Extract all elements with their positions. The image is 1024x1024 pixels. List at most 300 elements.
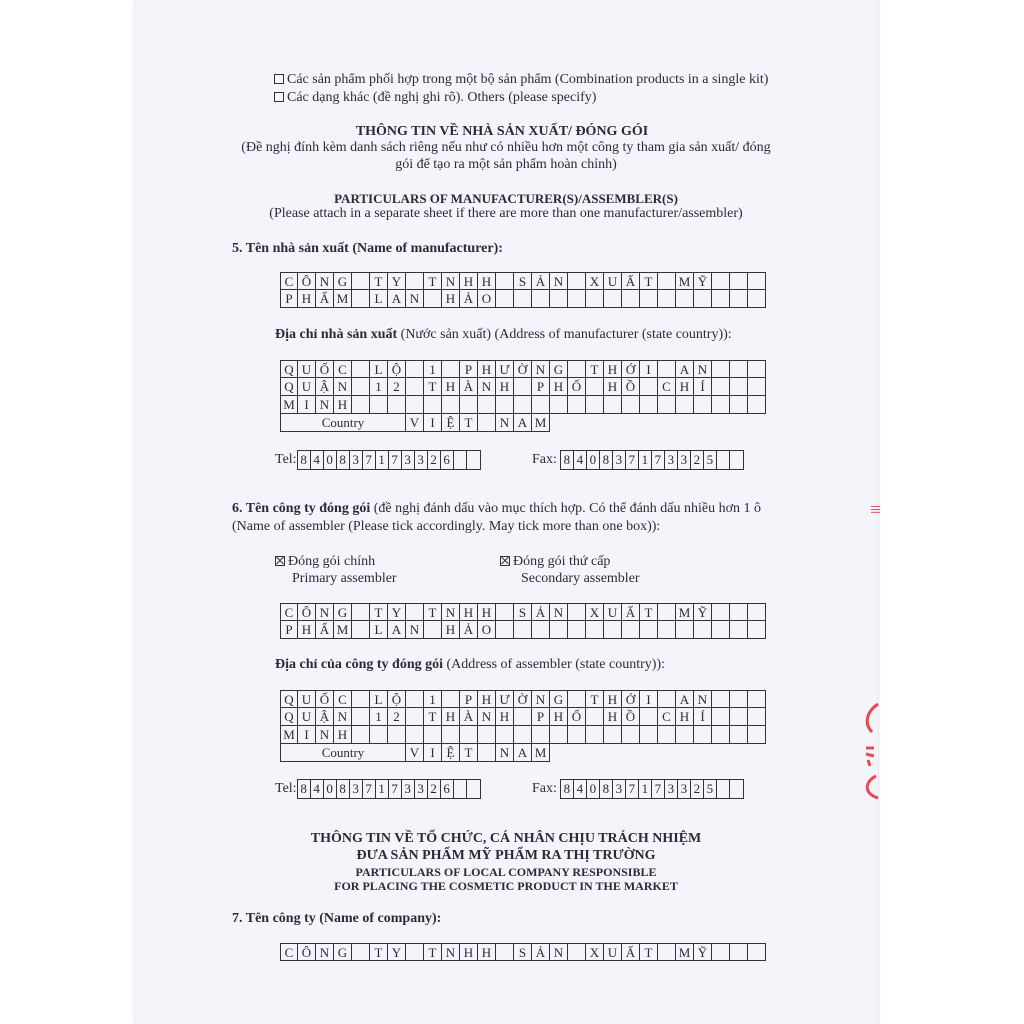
digit-cell[interactable]: 1 [639,451,652,469]
letter-cell[interactable]: À [460,708,478,726]
letter-cell[interactable] [730,272,748,290]
letter-cell[interactable]: N [316,603,334,621]
letter-cell[interactable] [730,943,748,961]
country-letter-cell[interactable]: I [424,744,442,762]
letter-cell[interactable]: Ẩ [316,290,334,308]
letter-cell[interactable]: H [550,708,568,726]
letter-cell[interactable]: U [298,360,316,378]
letter-cell[interactable]: Ả [532,943,550,961]
letter-cell[interactable]: T [370,272,388,290]
letter-cell[interactable] [568,603,586,621]
letter-cell[interactable]: T [424,708,442,726]
letter-cell[interactable]: Ậ [316,378,334,396]
letter-cell[interactable]: C [280,603,298,621]
letter-cell[interactable] [748,690,766,708]
digit-cell[interactable]: 4 [311,451,324,469]
letter-cell[interactable] [352,360,370,378]
letter-cell[interactable]: Ấ [622,272,640,290]
letter-cell[interactable]: G [334,943,352,961]
letter-cell[interactable] [658,603,676,621]
option-others[interactable]: Các dạng khác (đề nghị ghi rõ). Others (please specify) [274,90,596,106]
letter-cell[interactable] [514,708,532,726]
letter-cell[interactable] [388,396,406,414]
checked-box-icon[interactable] [500,556,510,566]
letter-cell[interactable]: T [370,943,388,961]
fax-digits[interactable] [560,779,744,799]
digit-cell[interactable]: 7 [389,451,402,469]
letter-cell[interactable] [424,396,442,414]
letter-cell[interactable]: Ồ [622,708,640,726]
country-letter-cell[interactable]: Ệ [442,414,460,432]
digit-cell[interactable] [730,780,743,798]
letter-cell[interactable] [478,726,496,744]
letter-cell[interactable] [748,708,766,726]
letter-cell[interactable] [352,621,370,639]
letter-cell[interactable]: S [514,603,532,621]
digit-cell[interactable] [454,451,467,469]
letter-cell[interactable]: N [694,690,712,708]
letter-cell[interactable]: Ộ [388,690,406,708]
letter-cell[interactable]: Í [694,378,712,396]
letter-cell[interactable]: G [334,272,352,290]
letter-cell[interactable]: N [406,621,424,639]
country-letter-cell[interactable]: N [496,414,514,432]
letter-cell[interactable]: Ả [460,621,478,639]
letter-cell[interactable]: C [658,708,676,726]
letter-cell[interactable]: N [334,378,352,396]
checked-box-icon[interactable] [275,556,285,566]
letter-cell[interactable]: N [550,943,568,961]
letter-cell[interactable]: Y [388,943,406,961]
letter-cell[interactable]: Q [280,690,298,708]
letter-cell[interactable]: N [694,360,712,378]
letter-cell[interactable]: Ỹ [694,603,712,621]
letter-cell[interactable]: P [280,290,298,308]
letter-cell[interactable] [622,290,640,308]
digit-cell[interactable]: 4 [574,780,587,798]
letter-cell[interactable]: Ư [496,360,514,378]
letter-cell[interactable]: Ố [568,708,586,726]
letter-cell[interactable] [568,272,586,290]
digit-cell[interactable]: 7 [626,780,639,798]
digit-cell[interactable]: 8 [337,451,350,469]
letter-cell[interactable]: U [604,943,622,961]
manufacturer-address-grid[interactable] [280,360,766,432]
letter-cell[interactable] [586,378,604,396]
letter-cell[interactable]: Ồ [622,378,640,396]
letter-cell[interactable]: N [316,726,334,744]
letter-cell[interactable] [712,603,730,621]
letter-cell[interactable]: 2 [388,708,406,726]
letter-cell[interactable] [622,396,640,414]
checkbox-icon[interactable] [274,92,284,102]
letter-cell[interactable] [748,621,766,639]
letter-cell[interactable]: H [478,603,496,621]
letter-cell[interactable] [586,396,604,414]
letter-cell[interactable] [712,621,730,639]
option-combination-kit[interactable]: Các sản phẩm phối hợp trong một bộ sản phẩm (Combination products in a single kit) [274,72,768,88]
letter-cell[interactable]: N [442,272,460,290]
letter-cell[interactable] [748,603,766,621]
letter-cell[interactable] [550,726,568,744]
letter-cell[interactable] [712,690,730,708]
letter-cell[interactable] [496,272,514,290]
digit-cell[interactable] [717,780,730,798]
letter-cell[interactable]: C [658,378,676,396]
letter-cell[interactable] [640,726,658,744]
digit-cell[interactable] [467,780,480,798]
letter-cell[interactable]: Ả [460,290,478,308]
letter-cell[interactable]: H [550,378,568,396]
manufacturer-fax[interactable]: Fax: 8 4 0 8 3 7 1 7 3 3 2 5 [532,450,744,470]
letter-cell[interactable] [568,726,586,744]
letter-cell[interactable] [406,272,424,290]
digit-cell[interactable] [467,451,480,469]
letter-cell[interactable] [442,690,460,708]
digit-cell[interactable]: 3 [402,451,415,469]
letter-cell[interactable] [748,396,766,414]
letter-cell[interactable]: Ỹ [694,272,712,290]
company-name-grid[interactable] [280,943,766,961]
country-letter-cell[interactable]: T [460,744,478,762]
letter-cell[interactable]: H [604,690,622,708]
letter-cell[interactable]: T [640,272,658,290]
country-letter-cell[interactable]: V [406,744,424,762]
letter-cell[interactable]: N [478,378,496,396]
digit-cell[interactable]: 6 [441,780,454,798]
digit-cell[interactable]: 5 [704,780,717,798]
letter-cell[interactable]: I [640,360,658,378]
letter-cell[interactable]: X [586,603,604,621]
country-letter-cell[interactable]: M [532,414,550,432]
assembler-name-grid[interactable] [280,603,766,639]
letter-cell[interactable] [352,603,370,621]
letter-cell[interactable] [640,396,658,414]
letter-cell[interactable] [568,396,586,414]
letter-cell[interactable]: N [478,708,496,726]
letter-cell[interactable]: U [298,708,316,726]
letter-cell[interactable]: H [460,943,478,961]
letter-cell[interactable]: Ớ [622,360,640,378]
letter-cell[interactable] [658,272,676,290]
letter-cell[interactable] [586,726,604,744]
letter-cell[interactable] [352,943,370,961]
letter-cell[interactable]: Ậ [316,708,334,726]
primary-assembler-option[interactable]: Đóng gói chính [275,554,375,570]
letter-cell[interactable] [658,726,676,744]
letter-cell[interactable] [676,726,694,744]
letter-cell[interactable]: H [676,708,694,726]
digit-cell[interactable]: 1 [376,451,389,469]
letter-cell[interactable] [532,621,550,639]
letter-cell[interactable]: N [316,943,334,961]
letter-cell[interactable]: A [388,621,406,639]
letter-cell[interactable]: N [532,690,550,708]
letter-cell[interactable]: Ả [532,603,550,621]
letter-cell[interactable] [640,290,658,308]
letter-cell[interactable]: Í [694,708,712,726]
digit-cell[interactable]: 3 [415,451,428,469]
letter-cell[interactable]: T [586,690,604,708]
digit-cell[interactable]: 3 [350,451,363,469]
letter-cell[interactable]: U [298,690,316,708]
digit-cell[interactable]: 1 [639,780,652,798]
letter-cell[interactable]: P [460,690,478,708]
digit-cell[interactable]: 3 [350,780,363,798]
letter-cell[interactable] [496,726,514,744]
letter-cell[interactable] [586,621,604,639]
letter-cell[interactable] [550,396,568,414]
letter-cell[interactable] [730,603,748,621]
letter-cell[interactable]: H [442,621,460,639]
letter-cell[interactable]: T [424,943,442,961]
letter-cell[interactable]: H [604,378,622,396]
letter-cell[interactable] [730,396,748,414]
letter-cell[interactable] [658,290,676,308]
letter-cell[interactable]: H [460,272,478,290]
letter-cell[interactable] [730,378,748,396]
letter-cell[interactable]: P [280,621,298,639]
letter-cell[interactable]: H [496,708,514,726]
letter-cell[interactable]: I [640,690,658,708]
letter-cell[interactable]: T [370,603,388,621]
letter-cell[interactable] [388,726,406,744]
assembler-address-grid[interactable] [280,690,766,762]
letter-cell[interactable]: Q [280,378,298,396]
digit-cell[interactable]: 8 [600,780,613,798]
letter-cell[interactable] [550,621,568,639]
letter-cell[interactable]: P [460,360,478,378]
letter-cell[interactable] [694,726,712,744]
letter-cell[interactable]: M [280,726,298,744]
digit-cell[interactable] [730,451,743,469]
digit-cell[interactable] [717,451,730,469]
letter-cell[interactable]: P [532,378,550,396]
letter-cell[interactable] [730,290,748,308]
letter-cell[interactable] [676,621,694,639]
letter-cell[interactable] [406,360,424,378]
digit-cell[interactable]: 8 [298,451,311,469]
letter-cell[interactable]: N [442,603,460,621]
letter-cell[interactable] [658,396,676,414]
letter-cell[interactable] [406,690,424,708]
letter-cell[interactable] [604,621,622,639]
letter-cell[interactable] [424,621,442,639]
country-letter-cell[interactable]: A [514,744,532,762]
letter-cell[interactable]: Q [280,360,298,378]
letter-cell[interactable] [424,290,442,308]
letter-cell[interactable]: Ớ [622,690,640,708]
letter-cell[interactable]: M [280,396,298,414]
letter-cell[interactable] [730,360,748,378]
secondary-assembler-option[interactable]: Đóng gói thứ cấp [500,554,610,570]
letter-cell[interactable]: T [640,943,658,961]
letter-cell[interactable]: Ẩ [316,621,334,639]
letter-cell[interactable] [568,690,586,708]
letter-cell[interactable] [676,290,694,308]
digit-cell[interactable]: 0 [587,780,600,798]
letter-cell[interactable]: H [478,943,496,961]
letter-cell[interactable] [748,360,766,378]
letter-cell[interactable] [568,360,586,378]
letter-cell[interactable]: M [334,621,352,639]
digit-cell[interactable]: 3 [402,780,415,798]
letter-cell[interactable]: O [478,621,496,639]
digit-cell[interactable]: 7 [626,451,639,469]
letter-cell[interactable] [748,272,766,290]
letter-cell[interactable]: H [442,378,460,396]
letter-cell[interactable]: 1 [370,378,388,396]
letter-cell[interactable] [694,396,712,414]
letter-cell[interactable]: N [550,603,568,621]
digit-cell[interactable]: 4 [574,451,587,469]
letter-cell[interactable]: G [550,360,568,378]
letter-cell[interactable]: L [370,690,388,708]
letter-cell[interactable]: U [298,378,316,396]
digit-cell[interactable]: 3 [613,780,626,798]
letter-cell[interactable] [730,690,748,708]
letter-cell[interactable]: H [676,378,694,396]
letter-cell[interactable]: H [442,290,460,308]
digit-cell[interactable]: 4 [311,780,324,798]
letter-cell[interactable] [748,290,766,308]
letter-cell[interactable]: H [298,290,316,308]
letter-cell[interactable] [424,726,442,744]
digit-cell[interactable]: 8 [561,780,574,798]
digit-cell[interactable]: 2 [691,780,704,798]
letter-cell[interactable]: Ố [568,378,586,396]
letter-cell[interactable]: Q [280,708,298,726]
letter-cell[interactable] [442,396,460,414]
letter-cell[interactable]: N [532,360,550,378]
manufacturer-tel[interactable]: Tel: 8 4 0 8 3 7 1 7 3 3 2 6 [275,450,481,470]
letter-cell[interactable]: Ố [316,360,334,378]
letter-cell[interactable] [712,272,730,290]
letter-cell[interactable]: T [640,603,658,621]
country-letter-cell[interactable] [478,744,496,762]
letter-cell[interactable] [352,708,370,726]
letter-cell[interactable]: H [478,272,496,290]
letter-cell[interactable] [550,290,568,308]
letter-cell[interactable] [712,360,730,378]
letter-cell[interactable] [568,943,586,961]
letter-cell[interactable]: L [370,360,388,378]
letter-cell[interactable]: N [316,272,334,290]
country-letter-cell[interactable]: N [496,744,514,762]
letter-cell[interactable]: T [424,272,442,290]
letter-cell[interactable] [442,726,460,744]
country-letter-cell[interactable]: I [424,414,442,432]
letter-cell[interactable] [514,396,532,414]
digit-cell[interactable]: 7 [389,780,402,798]
letter-cell[interactable]: G [550,690,568,708]
letter-cell[interactable]: N [550,272,568,290]
letter-cell[interactable] [352,690,370,708]
assembler-tel[interactable]: Tel: 8 4 0 8 3 7 1 7 3 3 2 6 [275,779,481,799]
letter-cell[interactable] [604,290,622,308]
letter-cell[interactable]: A [388,290,406,308]
letter-cell[interactable]: U [604,272,622,290]
letter-cell[interactable] [352,378,370,396]
letter-cell[interactable]: 1 [424,690,442,708]
letter-cell[interactable]: H [298,621,316,639]
letter-cell[interactable] [640,621,658,639]
digit-cell[interactable]: 7 [363,451,376,469]
letter-cell[interactable] [622,726,640,744]
digit-cell[interactable]: 2 [428,780,441,798]
digit-cell[interactable]: 7 [652,451,665,469]
digit-cell[interactable]: 3 [415,780,428,798]
digit-cell[interactable]: 3 [613,451,626,469]
letter-cell[interactable] [370,726,388,744]
letter-cell[interactable] [442,360,460,378]
letter-cell[interactable]: N [442,943,460,961]
letter-cell[interactable] [586,290,604,308]
letter-cell[interactable]: C [334,690,352,708]
letter-cell[interactable] [622,621,640,639]
digit-cell[interactable]: 1 [376,780,389,798]
tel-digits[interactable] [297,450,481,470]
letter-cell[interactable]: Ộ [388,360,406,378]
letter-cell[interactable]: P [532,708,550,726]
country-letter-cell[interactable]: M [532,744,550,762]
letter-cell[interactable]: Ấ [622,943,640,961]
digit-cell[interactable]: 5 [704,451,717,469]
letter-cell[interactable]: Ấ [622,603,640,621]
letter-cell[interactable]: T [424,603,442,621]
digit-cell[interactable]: 7 [652,780,665,798]
letter-cell[interactable] [694,621,712,639]
letter-cell[interactable]: C [280,943,298,961]
assembler-fax[interactable]: Fax: 8 4 0 8 3 7 1 7 3 3 2 5 [532,779,744,799]
letter-cell[interactable]: S [514,943,532,961]
letter-cell[interactable] [658,360,676,378]
letter-cell[interactable] [568,621,586,639]
letter-cell[interactable] [658,690,676,708]
letter-cell[interactable] [496,943,514,961]
letter-cell[interactable]: Y [388,603,406,621]
letter-cell[interactable]: I [298,396,316,414]
letter-cell[interactable] [460,726,478,744]
letter-cell[interactable]: 2 [388,378,406,396]
letter-cell[interactable] [730,726,748,744]
digit-cell[interactable]: 2 [428,451,441,469]
letter-cell[interactable] [748,378,766,396]
digit-cell[interactable]: 2 [691,451,704,469]
letter-cell[interactable]: X [586,943,604,961]
letter-cell[interactable] [514,378,532,396]
letter-cell[interactable]: N [406,290,424,308]
country-letter-cell[interactable] [478,414,496,432]
letter-cell[interactable]: H [604,360,622,378]
digit-cell[interactable]: 3 [678,780,691,798]
letter-cell[interactable] [730,621,748,639]
letter-cell[interactable] [532,396,550,414]
letter-cell[interactable] [406,708,424,726]
letter-cell[interactable]: À [460,378,478,396]
letter-cell[interactable]: H [496,378,514,396]
letter-cell[interactable] [640,378,658,396]
letter-cell[interactable] [496,621,514,639]
letter-cell[interactable]: A [676,690,694,708]
letter-cell[interactable] [712,290,730,308]
letter-cell[interactable]: M [676,272,694,290]
letter-cell[interactable] [712,943,730,961]
digit-cell[interactable]: 3 [678,451,691,469]
manufacturer-name-grid[interactable] [280,272,766,308]
letter-cell[interactable] [748,943,766,961]
letter-cell[interactable]: 1 [370,708,388,726]
